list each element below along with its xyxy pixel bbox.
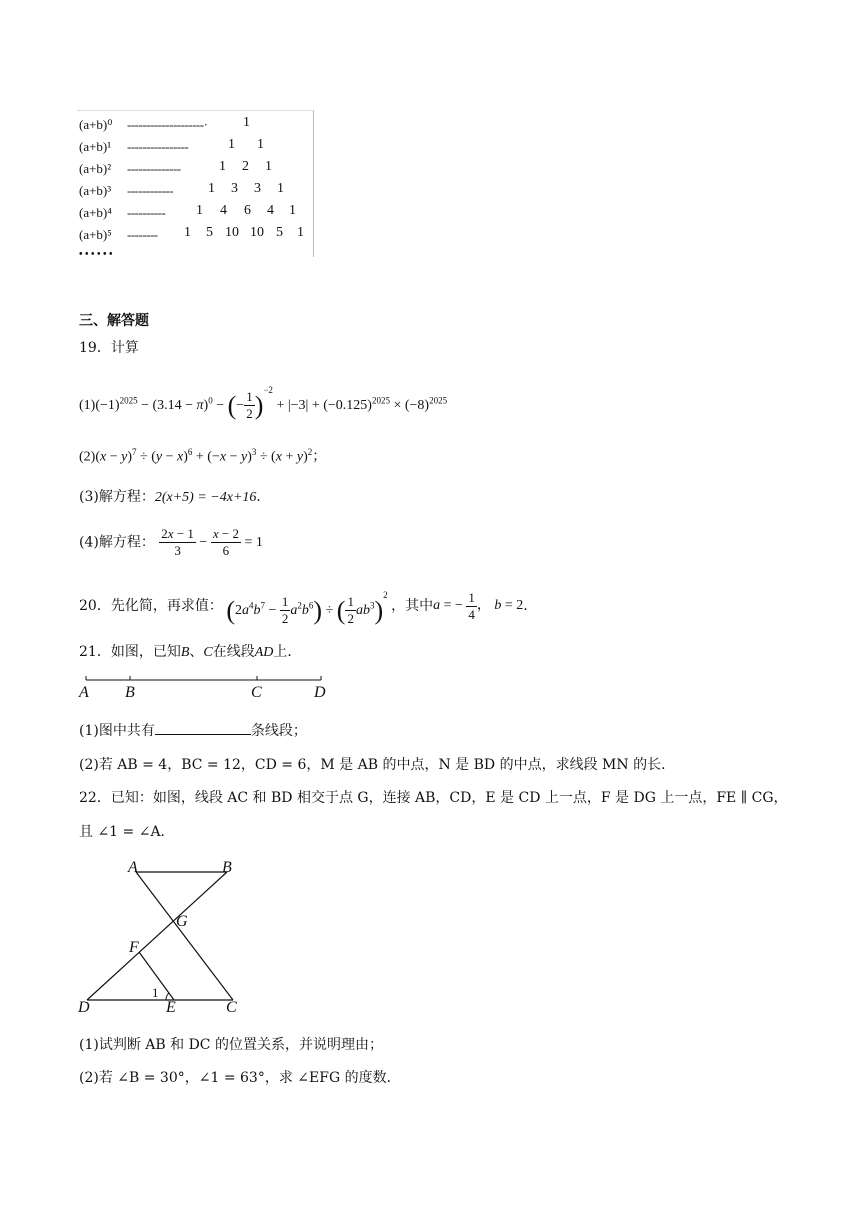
pascal-row-1: (a+b)¹ ---------------- — [79, 137, 188, 157]
q21-C: C — [203, 645, 213, 660]
q19-p4-label: (4)解方程： — [79, 534, 155, 551]
q19-p4-rhs: = 1 — [244, 534, 263, 550]
coef: 5 — [206, 225, 213, 240]
q20: 20．先化简，再求值： ($2a^4b^7$ − $\frac{1}{2}$ $a^2b^6$) ÷ ( $\frac{1}{2}$ $ab^3)^2$ ，其中a = − $\frac{1}{4}$ ， b = 2． — [79, 589, 538, 627]
q21-end: 上． — [273, 644, 302, 660]
q21-p1-b: 条线段； — [250, 723, 307, 739]
label-B: B — [222, 859, 232, 876]
q19-title: 19．计算 — [79, 340, 139, 356]
label-C: C — [226, 999, 237, 1016]
row-label: (a+b)³ — [79, 183, 112, 198]
q21-part1 — [79, 720, 307, 741]
coef: 10 — [250, 225, 264, 240]
coef: 1 — [257, 137, 264, 152]
q19-p1-label: (1) — [79, 398, 96, 413]
q22-part2: (2)若 ∠B = 30°，∠1 = 63°，求 ∠EFG 的度数． — [79, 1070, 401, 1086]
q22-line1: 22．已知：如图，线段 AC 和 BD 相交于点 G，连接 AB，CD，E 是 CD 上一点，F 是 DG 上一点，FE ∥ CG， — [79, 790, 788, 806]
coef: 1 — [184, 225, 191, 240]
label-F: F — [129, 939, 139, 956]
q19-p3-equation: 2(x+5) = −4x+16 — [154, 490, 257, 505]
pascal-triangle-table — [77, 110, 314, 260]
row-label: (a+b)¹ — [79, 139, 112, 154]
coef: 3 — [231, 181, 238, 196]
q20-lead: 20．先化简，再求值： — [79, 598, 223, 615]
row-label: (a+b)⁵ — [79, 227, 112, 242]
q20-where: ，其中 — [391, 598, 434, 615]
answer-blank — [155, 720, 251, 735]
coef: 1 — [277, 181, 284, 196]
line-BD — [87, 872, 227, 1000]
segment-figure — [76, 672, 346, 702]
triangle-figure — [70, 852, 270, 1022]
pascal-row-4: (a+b)⁴ ---------- — [79, 203, 165, 223]
q19-part1: $(1)(-1)^{2025} - (3.14 - \pi)^0$ − (− $\frac{1}{2}$ )$^{-2} + |-3| + (-0.125)^{2025} \times (-8)^{2025}$ — [79, 385, 448, 422]
pascal-row-2: (a+b)² -------------- — [79, 159, 181, 179]
q22-part1: (1)试判断 AB 和 DC 的位置关系，并说明理由； — [79, 1037, 383, 1053]
label-A: A — [128, 859, 138, 876]
coef: 1 — [196, 203, 203, 218]
pascal-row-5: (a+b)⁵ -------- — [79, 225, 158, 245]
section-heading: 三、解答题 — [79, 313, 149, 329]
coef: 1 — [243, 115, 250, 130]
pascal-row-3: (a+b)³ ------------ — [79, 181, 173, 201]
q21-part2: (2)若 AB = 4，BC = 12，CD = 6，M 是 AB 的中点，N 是 BD 的中点，求线段 MN 的长． — [79, 757, 676, 773]
label-D: D — [314, 684, 326, 701]
label-C: C — [251, 684, 262, 701]
row-label: (a+b)² — [79, 161, 112, 176]
coef: 2 — [242, 159, 249, 174]
q19-p3-label: (3)解方程： — [79, 489, 155, 505]
q20-end: ． — [523, 598, 538, 615]
coef: 5 — [276, 225, 283, 240]
coef: 6 — [244, 203, 251, 218]
q19-part2: $(2)(x - y)^7 \div (y - x)^6 + (-x - y)^3 \div (x + y)^2$； — [79, 447, 327, 465]
label-B: B — [125, 684, 135, 701]
q22-line2: 且 ∠1 = ∠A． — [79, 824, 175, 840]
coef: 1 — [289, 203, 296, 218]
q19-part4: (4)解方程： $\frac{2x - 1}{3}$ − $\frac{x - 2}{6}$ = 1 — [79, 526, 263, 558]
label-A: A — [79, 684, 89, 701]
q19-p2-label: (2) — [79, 449, 96, 465]
coef: 1 — [228, 137, 235, 152]
label-angle-1: 1 — [152, 985, 159, 1000]
pascal-row-0: (a+b)⁰ --------------------· — [79, 115, 207, 135]
q21-mid: 在线段 — [212, 644, 255, 660]
q21-B: B — [180, 645, 190, 660]
label-D: D — [78, 999, 90, 1016]
coef: 4 — [220, 203, 227, 218]
label-G: G — [176, 913, 188, 930]
label-E: E — [166, 999, 176, 1016]
coef: 1 — [219, 159, 226, 174]
coef: 1 — [265, 159, 272, 174]
q21-lead-line: 21．如图，已知B、C在线段AD上． — [79, 644, 302, 660]
coef: 1 — [208, 181, 215, 196]
q19-part3: (3)解方程：2(x+5) = −4x+16． — [79, 489, 271, 505]
line-AC — [136, 872, 233, 1000]
row-label: (a+b)⁰ — [79, 117, 113, 132]
row-label: (a+b)⁴ — [79, 205, 112, 220]
q21-lead: 21．如图，已知 — [79, 644, 181, 660]
pascal-ellipsis: • • • • • • — [79, 249, 113, 260]
q21-p1-a: (1)图中共有 — [79, 723, 155, 739]
coef: 4 — [267, 203, 274, 218]
coef: 10 — [225, 225, 239, 240]
coef: 1 — [297, 225, 304, 240]
coef: 3 — [254, 181, 261, 196]
